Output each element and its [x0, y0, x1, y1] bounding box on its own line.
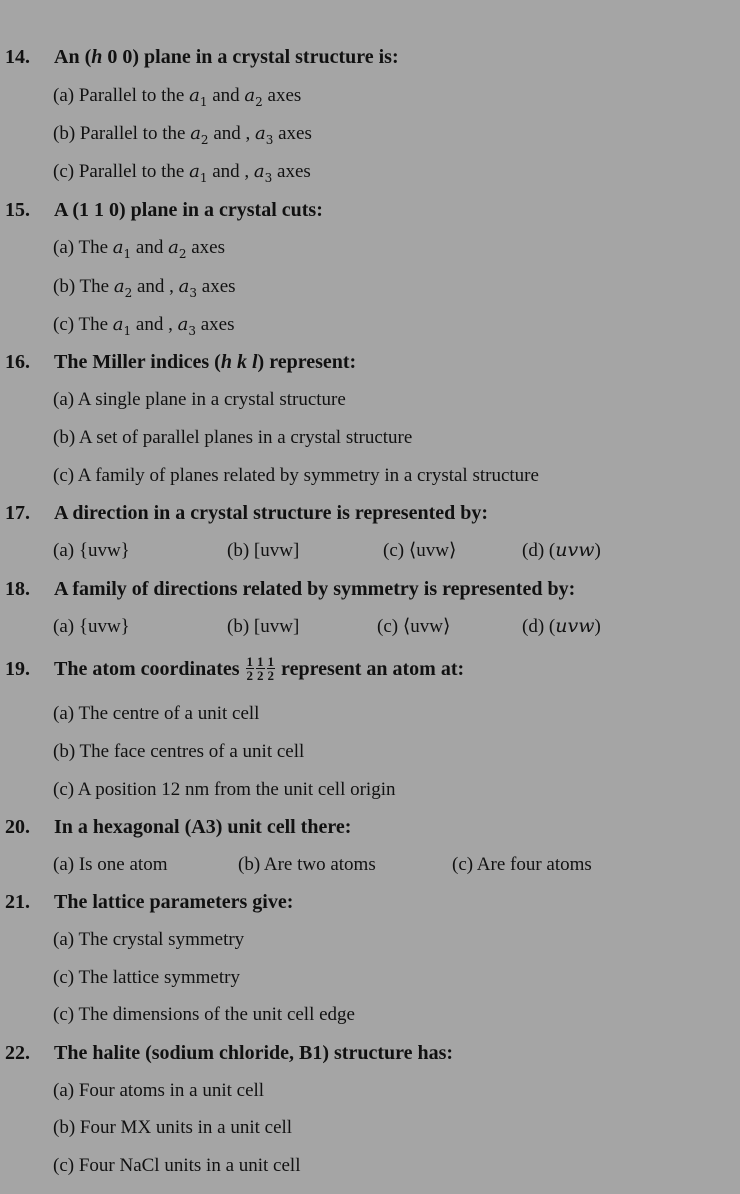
question-14: 14. An (h 0 0) plane in a crystal structure is: [5, 46, 399, 68]
option-16b: (b) A set of parallel planes in a crystal structure [53, 427, 413, 448]
option-15c: (c) The $a_1$ and , $a_3$ axes [53, 314, 235, 338]
option-20a: (a) Is one atom [53, 854, 168, 875]
question-15: 15. A (1 1 0) plane in a crystal cuts: [5, 199, 323, 221]
fraction-z: $\frac{1}{2}$ [267, 654, 275, 683]
option-19a: (a) The centre of a unit cell [53, 703, 260, 724]
option-17c: (c) ⟨uvw⟩ [383, 540, 457, 561]
option-22a: (a) Four atoms in a unit cell [53, 1080, 265, 1101]
option-17d: (d) (𝑢𝑣𝑤) [522, 540, 601, 561]
option-21b: (c) The lattice symmetry [53, 967, 240, 988]
option-22c: (c) Four NaCl units in a unit cell [53, 1155, 301, 1176]
option-19b: (b) The face centres of a unit cell [53, 741, 305, 762]
option-20b: (b) Are two atoms [238, 854, 376, 875]
option-17b: (b) [uvw] [227, 540, 300, 561]
option-21a: (a) The crystal symmetry [53, 929, 245, 950]
option-22b: (b) Four MX units in a unit cell [53, 1117, 293, 1138]
option-14b: (b) Parallel to the $a_2$ and , $a_3$ axes [53, 123, 312, 147]
option-16c: (c) A family of planes related by symmetry in a crystal structure [53, 465, 539, 486]
question-17: 17. A direction in a crystal structure is represented by: [5, 502, 489, 524]
option-16a: (a) A single plane in a crystal structure [53, 389, 346, 410]
question-19: 19. The atom coordinates $\frac{1}{2}$ $\frac{1}{2}$ $\frac{1}{2}$ represent an atom at: [5, 654, 465, 683]
question-21: 21. The lattice parameters give: [5, 891, 294, 913]
question-20: 20. In a hexagonal (A3) unit cell there: [5, 816, 352, 838]
option-14c: (c) Parallel to the $a_1$ and , $a_3$ axes [53, 161, 311, 185]
question-18: 18. A family of directions related by symmetry is represented by: [5, 578, 576, 600]
option-20c: (c) Are four atoms [452, 854, 592, 875]
option-19c: (c) A position 12 nm from the unit cell origin [53, 779, 396, 800]
option-18c: (c) ⟨uvw⟩ [377, 616, 451, 637]
option-18a: (a) {uvw} [53, 616, 130, 637]
option-17a: (a) {uvw} [53, 540, 130, 561]
option-18b: (b) [uvw] [227, 616, 300, 637]
option-21c: (c) The dimensions of the unit cell edge [53, 1004, 355, 1025]
option-15b: (b) The $a_2$ and , $a_3$ axes [53, 276, 236, 300]
question-16: 16. The Miller indices (h k l) represent: [5, 351, 357, 373]
option-14a: (a) Parallel to the $a_1$ and $a_2$ axes [53, 85, 302, 109]
question-22: 22. The halite (sodium chloride, B1) structure has: [5, 1042, 454, 1064]
fraction-y: $\frac{1}{2}$ [257, 654, 264, 683]
option-18d: (d) (𝑢𝑣𝑤) [522, 616, 601, 637]
fraction-x: $\frac{1}{2}$ [246, 654, 254, 683]
option-15a: (a) The $a_1$ and $a_2$ axes [53, 237, 225, 261]
